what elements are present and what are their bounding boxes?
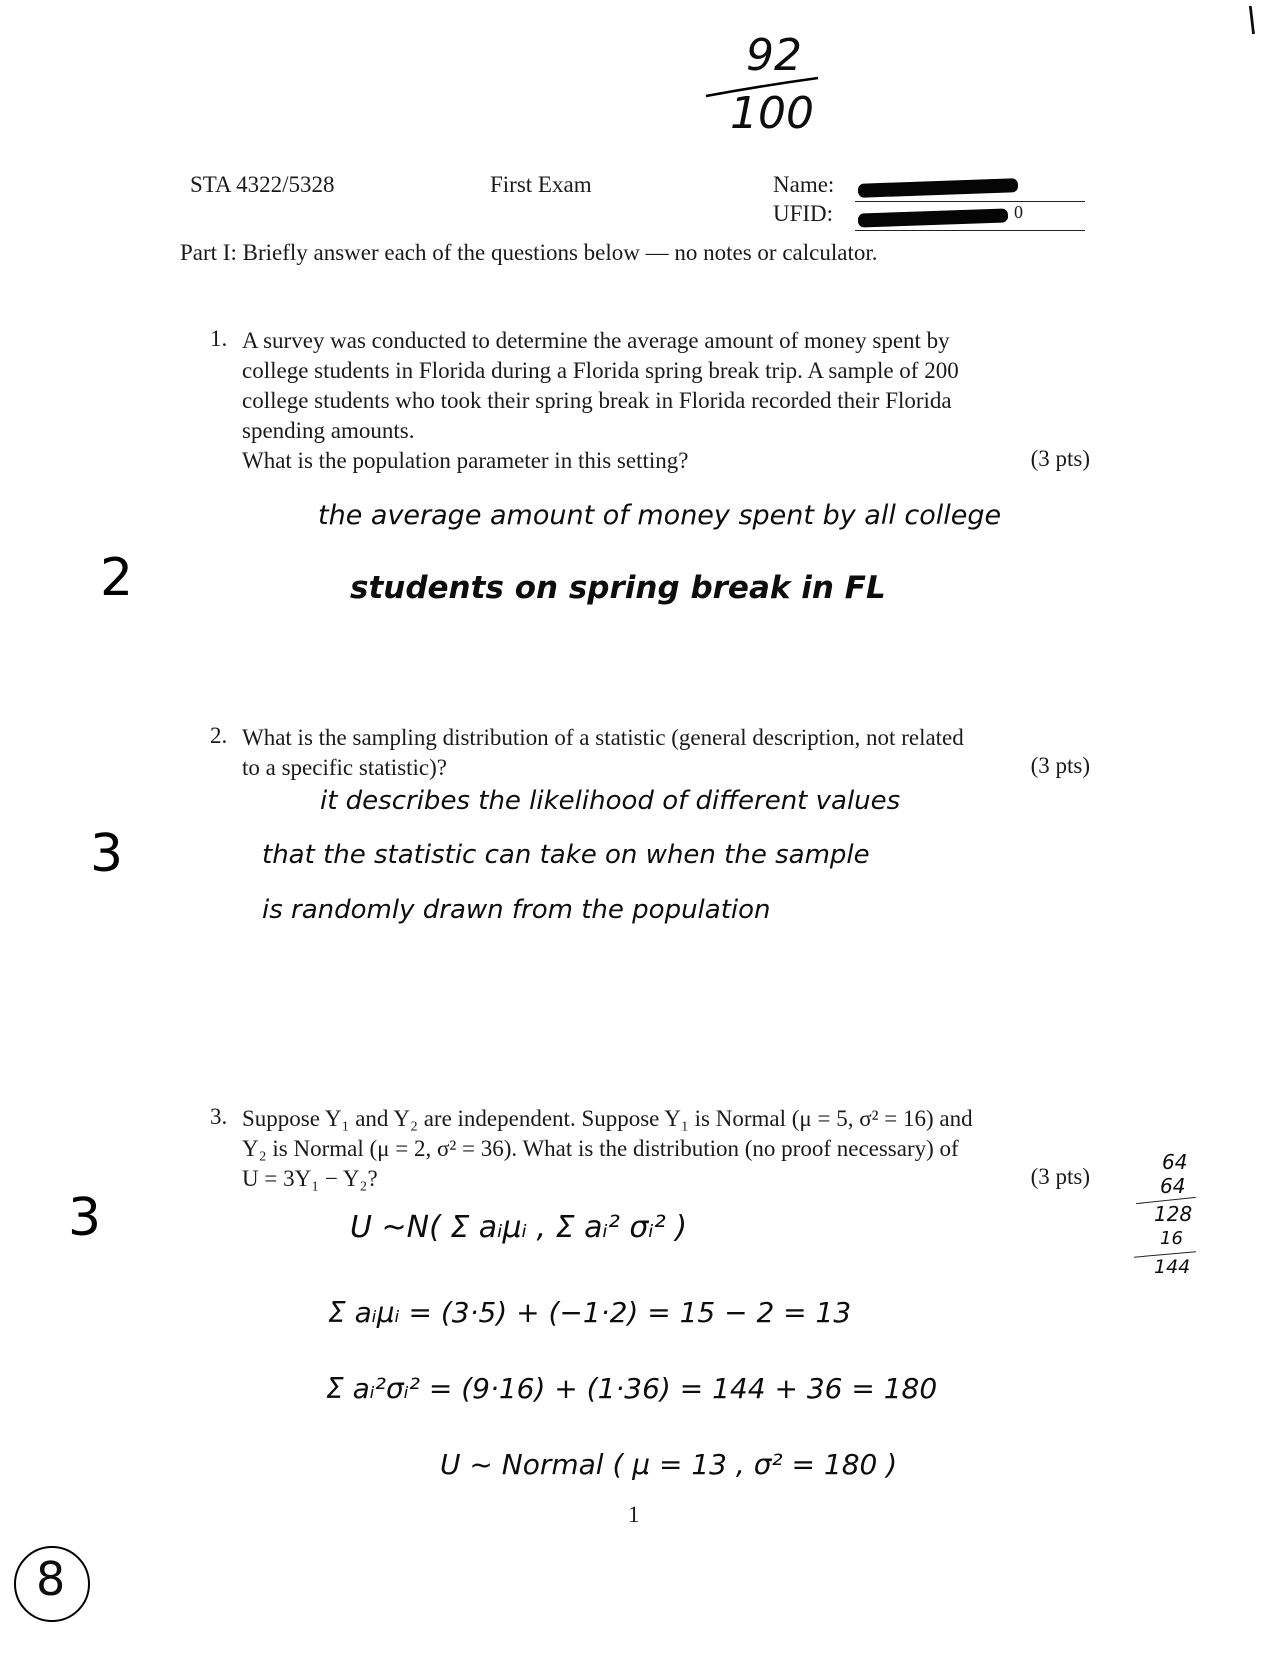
question-3 xyxy=(210,1104,1090,1204)
question-text xyxy=(242,326,1090,476)
page-number: 1 xyxy=(628,1502,640,1527)
question-number: 3. xyxy=(210,1104,228,1129)
answer-q3-line2: Σ aᵢμᵢ = (3·5) + (−1·2) = 15 − 2 = 13 xyxy=(328,1296,852,1329)
side-calculation xyxy=(1130,1150,1210,1290)
answer-q1-line1: the average amount of money spent by all college xyxy=(318,500,1002,531)
question-line: A survey was conducted to determine the average amount of money spent by xyxy=(242,328,950,353)
side-calc-line: 144 xyxy=(1154,1256,1191,1278)
question-line: college students in Florida during a Florida spring break trip. A sample of 200 xyxy=(242,358,959,383)
question-points: (3 pts) xyxy=(1030,446,1090,471)
question-number: 2. xyxy=(210,723,228,748)
name-label: Name: xyxy=(773,172,835,197)
side-calc-line: 16 xyxy=(1160,1228,1183,1249)
instructions: Part I: Briefly answer each of the questions below — no notes or calculator. xyxy=(180,240,878,265)
answer-q3-line3: Σ aᵢ²σᵢ² = (9·16) + (1·36) = 144 + 36 = 180 xyxy=(326,1372,938,1405)
side-calc-line: 64 xyxy=(1160,1174,1186,1198)
question-line: college students who took their spring break in Florida recorded their Florida xyxy=(242,388,952,413)
answer-q3-line4: U ~ Normal ( μ = 13 , σ² = 180 ) xyxy=(440,1448,898,1481)
question-line: Y₂ is Normal (μ = 2, σ² = 36). What is the distribution (no proof necessary) of xyxy=(242,1136,959,1161)
answer-q2-line1: it describes the likelihood of different values xyxy=(320,786,901,816)
question-text xyxy=(242,1104,1090,1194)
question-points: (3 pts) xyxy=(1030,1164,1090,1189)
course-code: STA 4322/5328 xyxy=(190,172,335,197)
question-line: What is the sampling distribution of a statistic (general description, not related xyxy=(242,725,964,750)
question-line: U = 3Y₁ − Y₂? xyxy=(242,1166,378,1191)
score-q2: 3 xyxy=(90,824,124,884)
score-q3: 3 xyxy=(68,1188,102,1248)
exam-title: First Exam xyxy=(490,172,592,197)
question-2 xyxy=(210,723,1090,793)
side-calc-line: 64 xyxy=(1162,1150,1188,1174)
answer-q3-line1: U ~N( Σ aᵢμᵢ , Σ aᵢ² σᵢ² ) xyxy=(350,1210,688,1245)
question-number: 1. xyxy=(210,326,228,351)
answer-q2-line2: that the statistic can take on when the sample xyxy=(262,840,870,870)
score-q1: 2 xyxy=(100,548,134,608)
ufid-label: UFID: xyxy=(773,201,834,226)
question-points: (3 pts) xyxy=(1030,753,1090,778)
question-line: to a specific statistic)? xyxy=(242,755,448,780)
question-line: Suppose Y₁ and Y₂ are independent. Suppose Y₁ is Normal (μ = 5, σ² = 16) and xyxy=(242,1106,973,1131)
grade-fraction xyxy=(700,30,840,140)
side-calc-line: 128 xyxy=(1154,1202,1193,1226)
question-text xyxy=(242,723,1090,783)
question-line: spending amounts. xyxy=(242,418,415,443)
page-score: 8 xyxy=(36,1552,66,1606)
corner-tick-mark: \ xyxy=(1246,0,1258,40)
ufid-underline xyxy=(855,230,1085,231)
ufid-tail: 0 xyxy=(1014,202,1023,222)
answer-q1-line2: students on spring break in FL xyxy=(350,570,886,606)
question-1 xyxy=(210,326,1090,486)
question-line: What is the population parameter in this setting? xyxy=(242,448,689,473)
name-redaction xyxy=(858,178,1018,198)
grade-total: 100 xyxy=(730,88,814,139)
name-underline xyxy=(855,201,1085,202)
page-score-circle xyxy=(14,1546,90,1622)
grade-earned: 92 xyxy=(746,30,802,81)
answer-q2-line3: is randomly drawn from the population xyxy=(262,895,771,925)
ufid-redaction xyxy=(858,208,1008,227)
